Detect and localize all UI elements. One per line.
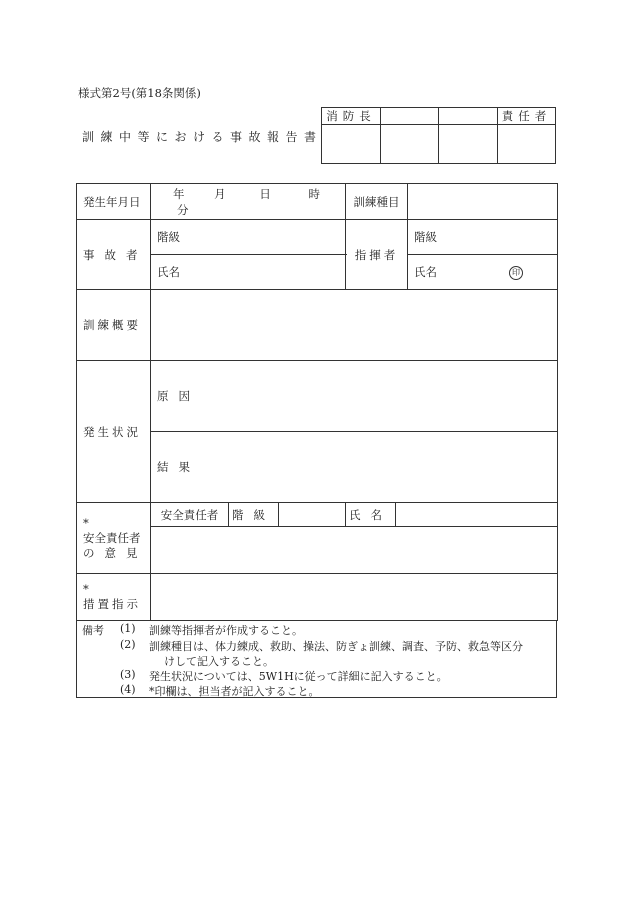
notes-label: 備考 <box>82 624 104 637</box>
result-field[interactable] <box>151 432 558 503</box>
accident-name-label: 氏名 <box>157 265 180 279</box>
cause-field[interactable] <box>151 361 558 432</box>
approval-stamp-2[interactable] <box>381 125 439 164</box>
safety-officer-label: 安全責任者 <box>151 503 229 527</box>
seal-icon: 印 <box>509 266 523 280</box>
measures-field[interactable] <box>151 574 558 621</box>
safety-rank-field[interactable] <box>279 503 346 527</box>
note-num-4: (4) <box>120 683 136 696</box>
note-text-3: 発生状況については、5W1Hに従って詳細に記入すること。 <box>149 670 448 683</box>
measures-label-cell <box>77 574 151 621</box>
commander-rank-field[interactable] <box>408 220 558 255</box>
notes-box <box>76 620 557 698</box>
safety-name-label: 氏名 <box>346 503 396 527</box>
result-label: 結果 <box>157 460 200 474</box>
safety-opinion-field[interactable] <box>151 527 558 574</box>
note-num-2: (2) <box>120 638 136 651</box>
overview-field[interactable] <box>151 290 558 361</box>
approval-header-responsible: 責任者 <box>498 108 556 125</box>
note-text-2: 訓練種目は、体力練成、救助、操法、防ぎょ訓練、調査、予防、救急等区分 <box>149 640 523 653</box>
approval-header-chief: 消防長 <box>322 108 381 125</box>
safety-star: * <box>83 515 89 530</box>
note-text-4: *印欄は、担当者が記入すること。 <box>149 685 320 698</box>
accident-rank-label: 階級 <box>157 230 180 244</box>
form-id: 様式第2号(第18条関係) <box>78 86 201 100</box>
training-type-field[interactable] <box>408 184 558 220</box>
date-day: 日 <box>259 186 271 201</box>
training-type-label: 訓練種目 <box>346 184 408 220</box>
safety-label-2: の意見 <box>83 545 148 560</box>
approval-header-3 <box>439 108 498 125</box>
approval-stamp-chief[interactable] <box>322 125 381 164</box>
date-year: 年 <box>173 186 185 201</box>
note-num-3: (3) <box>120 668 136 681</box>
note-text-1: 訓練等指揮者が作成すること。 <box>149 624 303 637</box>
commander-rank-label: 階級 <box>414 230 437 244</box>
measures-star: * <box>83 582 89 596</box>
overview-label: 訓練概要 <box>77 290 151 361</box>
date-field[interactable] <box>151 184 346 220</box>
approval-header-2 <box>381 108 439 125</box>
note-num-1: (1) <box>120 622 136 635</box>
commander-name-label: 氏名 <box>414 265 437 279</box>
commander-label: 指揮者 <box>346 220 408 290</box>
cause-label: 原因 <box>157 389 200 403</box>
accident-rank-field[interactable] <box>151 220 346 255</box>
commander-name-field[interactable] <box>408 255 558 290</box>
approval-stamp-3[interactable] <box>439 125 498 164</box>
note-text-2-cont: けして記入すること。 <box>164 655 274 668</box>
situation-label: 発生状況 <box>77 361 151 503</box>
approval-stamp-responsible[interactable] <box>498 125 556 164</box>
safety-name-field[interactable] <box>396 503 558 527</box>
date-hour: 時 <box>308 186 320 201</box>
date-month: 月 <box>214 186 226 201</box>
accident-person-label: 事故者 <box>77 220 151 290</box>
accident-name-field[interactable] <box>151 255 346 290</box>
date-label: 発生年月日 <box>77 184 151 220</box>
document-title: 訓練中等における事故報告書 <box>82 130 323 144</box>
safety-label-1: 安全責任者 <box>83 530 141 545</box>
measures-label: 措置指示 <box>83 597 141 611</box>
safety-rank-label: 階級 <box>229 503 279 527</box>
approval-stamp-table <box>321 107 556 164</box>
safety-opinion-label-cell <box>77 503 151 574</box>
date-minute: 分 <box>177 202 189 217</box>
report-form-table <box>76 183 558 621</box>
